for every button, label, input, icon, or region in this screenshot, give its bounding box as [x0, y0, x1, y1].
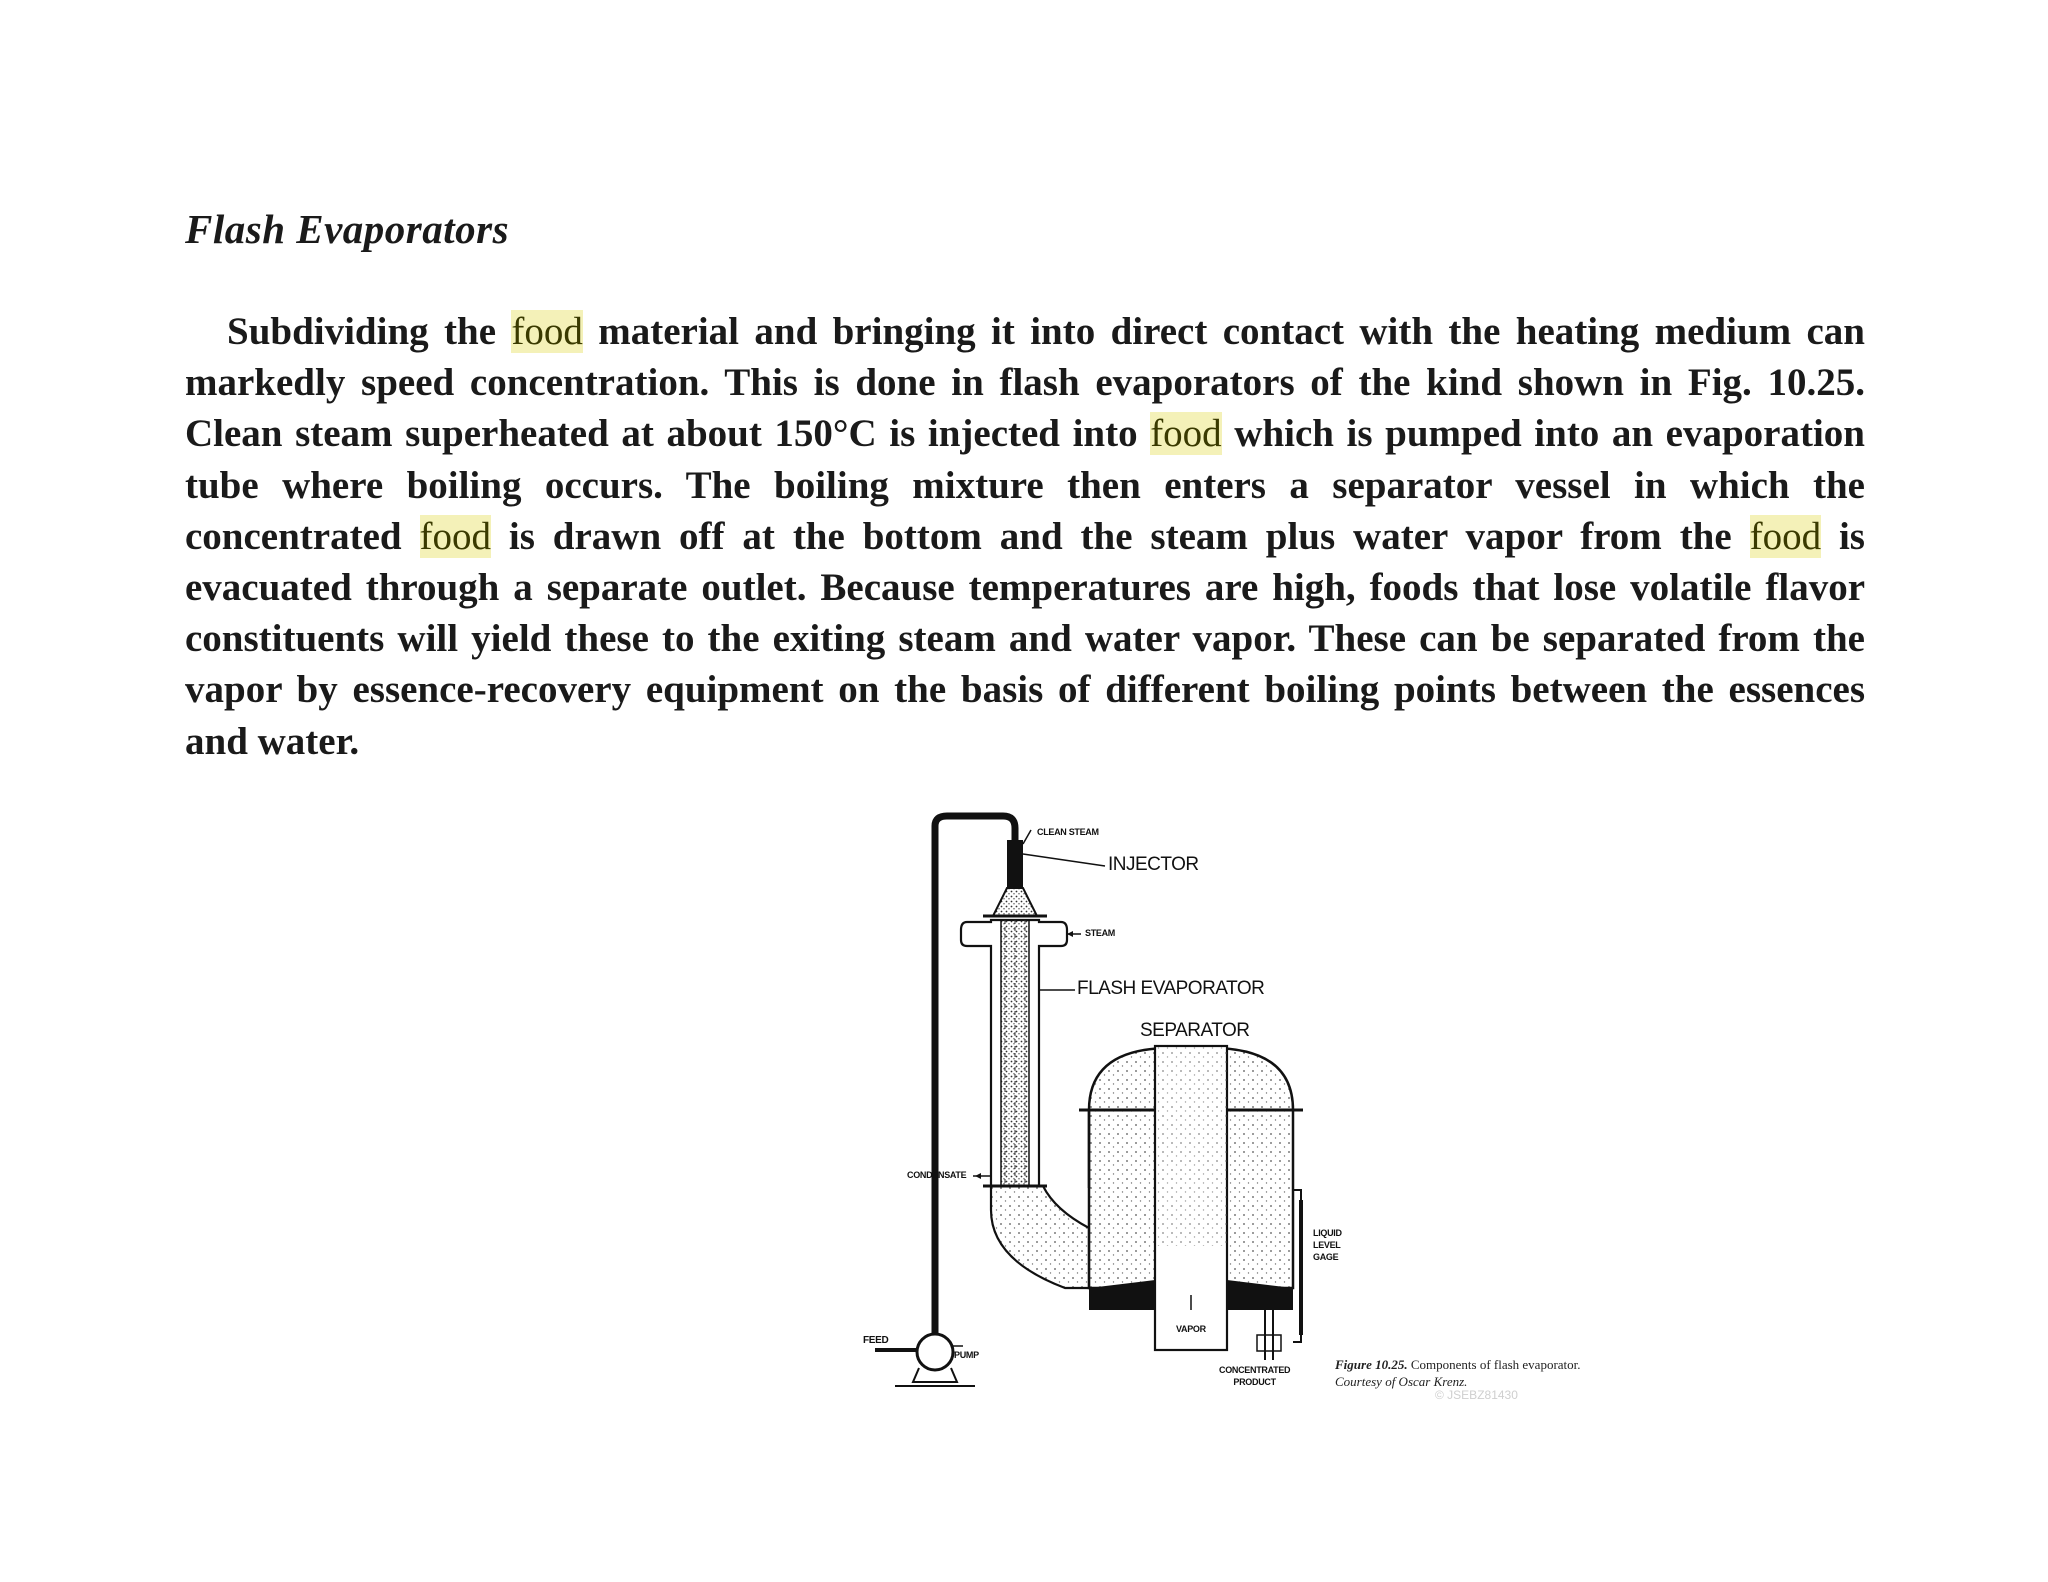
figure-number: Figure 10.25. [1335, 1357, 1408, 1372]
label-flash-evaporator: FLASH EVAPORATOR [1077, 978, 1265, 999]
injector-body [1007, 840, 1023, 888]
label-injector: INJECTOR [1108, 854, 1199, 875]
label-separator: SEPARATOR [1140, 1020, 1250, 1041]
highlighted-term: food [1150, 412, 1222, 456]
body-paragraph [185, 306, 1865, 767]
figure-caption [1335, 1356, 1585, 1390]
paragraph-text: is evacuated through a separate outlet. Because temperatures are high, foods that lose volatile flavor constituents will yield these to the exiting steam and water vapor. These can be separated from the vapor by essence-recovery equipment on the basis of different boiling points between the essences and water. [185, 514, 1865, 763]
label-condensate: CONDENSATE [907, 1170, 967, 1180]
paragraph-text: Subdividing the [227, 310, 512, 353]
label-vapor: VAPOR [1176, 1324, 1206, 1334]
transfer-elbow [991, 1186, 1089, 1288]
highlighted-term: food [1749, 514, 1822, 558]
caption-credit: Courtesy of Oscar Krenz. [1335, 1374, 1468, 1389]
paragraph-text: material and bringing it into direct contact with the heating medium can markedly speed concentration. This is done in flash evaporators of the kind shown in Fig. 10.25. Clean steam superheated at about 150°C is injected into [185, 310, 1865, 456]
label-clean-steam: CLEAN STEAM [1037, 827, 1099, 837]
flash-evaporator-diagram [855, 790, 1615, 1410]
tube-inlet-cone [993, 888, 1037, 916]
label-feed: FEED [863, 1335, 889, 1346]
paragraph-text: is drawn off at the bottom and the steam plus water vapor from the [491, 514, 1750, 558]
watermark: © JSEBZ81430 [1435, 1388, 1518, 1402]
pump [917, 1334, 953, 1370]
label-liquid-level-gage: LIQUID LEVEL GAGE [1313, 1228, 1342, 1262]
diagram-svg [855, 790, 1615, 1410]
caption-text: Components of flash evaporator. [1407, 1357, 1581, 1372]
highlighted-term: food [511, 310, 583, 353]
label-steam: STEAM [1085, 928, 1116, 938]
label-pump: PUMP [954, 1350, 979, 1360]
label-concentrated-product: CONCENTRATED PRODUCT [1219, 1365, 1291, 1387]
paragraph-text: which is pumped into an evaporation tube where boiling occurs. The boiling mixture then enters a separator vessel in which the concentrated [185, 412, 1865, 558]
section-heading: Flash Evaporators [185, 206, 510, 252]
highlighted-term: food [419, 514, 491, 558]
